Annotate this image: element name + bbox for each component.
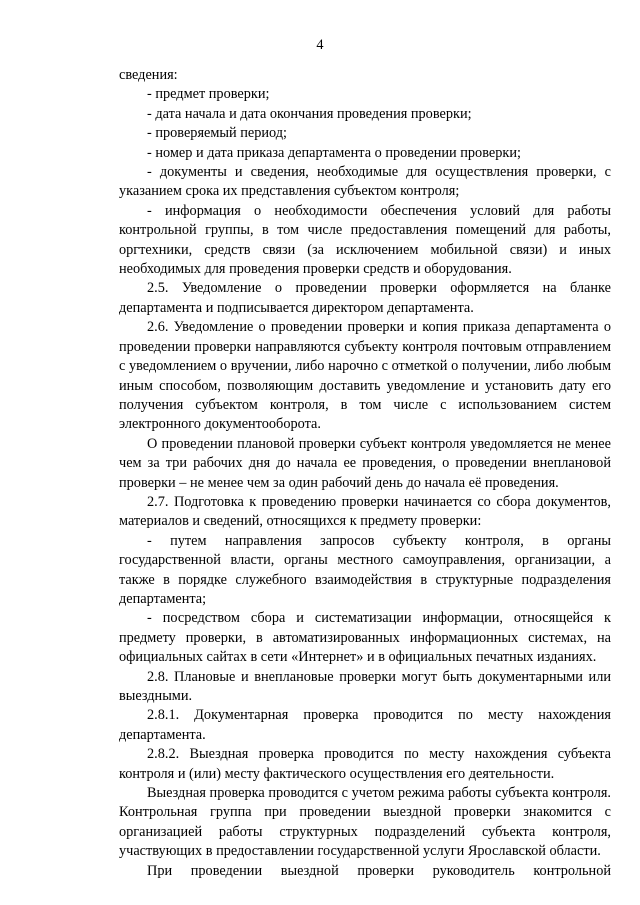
paragraph: Выездная проверка проводится с учетом режима работы субъекта контроля. Контрольная группа при проведении выездной проверки знакомится с организацией работы структурных подразделений субъекта контроля, участвующих в предоставлении государственной услуги Ярославской области. (119, 785, 611, 860)
paragraph: 2.6. Уведомление о проведении проверки и копия приказа департамента о проведении проверки направляются субъекту контроля почтовым отправлением с уведомлением о вручении, либо нарочно с отметкой о получении, либо любым иным способом, позволяющим доставить уведомление и установить дату его получения субъектом контроля, в том числе с использованием систем электронного документооборота. (119, 319, 611, 433)
paragraph: 2.8.2. Выездная проверка проводится по месту нахождения субъекта контроля и (или) месту фактического осуществления его деятельности. (119, 746, 611, 782)
paragraph: 2.8. Плановые и внеплановые проверки могут быть документарными или выездными. (119, 668, 611, 704)
paragraph: - дата начала и дата окончания проведения проверки; (147, 105, 472, 122)
paragraph: 2.5. Уведомление о проведении проверки оформляется на бланке департамента и подписывается директором департамента. (119, 280, 611, 316)
paragraph: - посредством сбора и систематизации информации, относящейся к предмету проверки, в автоматизированных информационных системах, на официальных сайтах в сети «Интернет» и в официальных печатных изданиях. (119, 610, 611, 666)
document-body (119, 66, 611, 881)
paragraph: - предмет проверки; (147, 86, 270, 103)
paragraph: - информация о необходимости обеспечения условий для работы контрольной группы, в том числе предоставления помещений для работы, оргтехники, средств связи (за исключением мобильной связи) и иных необходимых для проведения проверки средств и оборудования. (119, 202, 611, 278)
paragraph: - путем направления запросов субъекту контроля, в органы государственной власти, органы местного самоуправления, организации, а также в порядке служебного взаимодействия в структурные подразделения департамента; (119, 532, 611, 607)
paragraph: 2.7. Подготовка к проведению проверки начинается со сбора документов, материалов и сведений, относящихся к предмету проверки: (119, 493, 611, 530)
paragraph: 2.8.1. Документарная проверка проводится по месту нахождения департамента. (119, 707, 611, 743)
paragraph: О проведении плановой проверки субъект контроля уведомляется не менее чем за три рабочих дня до начала ее проведения, о проведении внеплановой проверки – не менее чем за один рабочий день до начала её проведения. (119, 435, 611, 491)
paragraph: сведения: (119, 67, 178, 83)
page-number: 4 (316, 37, 324, 53)
paragraph: - документы и сведения, необходимые для осуществления проверки, с указанием срока их представления субъектом контроля; (119, 164, 611, 200)
paragraph: При проведении выездной проверки руководитель контрольной (147, 862, 611, 879)
paragraph: - номер и дата приказа департамента о проведении проверки; (147, 144, 521, 161)
paragraph: - проверяемый период; (147, 125, 288, 142)
